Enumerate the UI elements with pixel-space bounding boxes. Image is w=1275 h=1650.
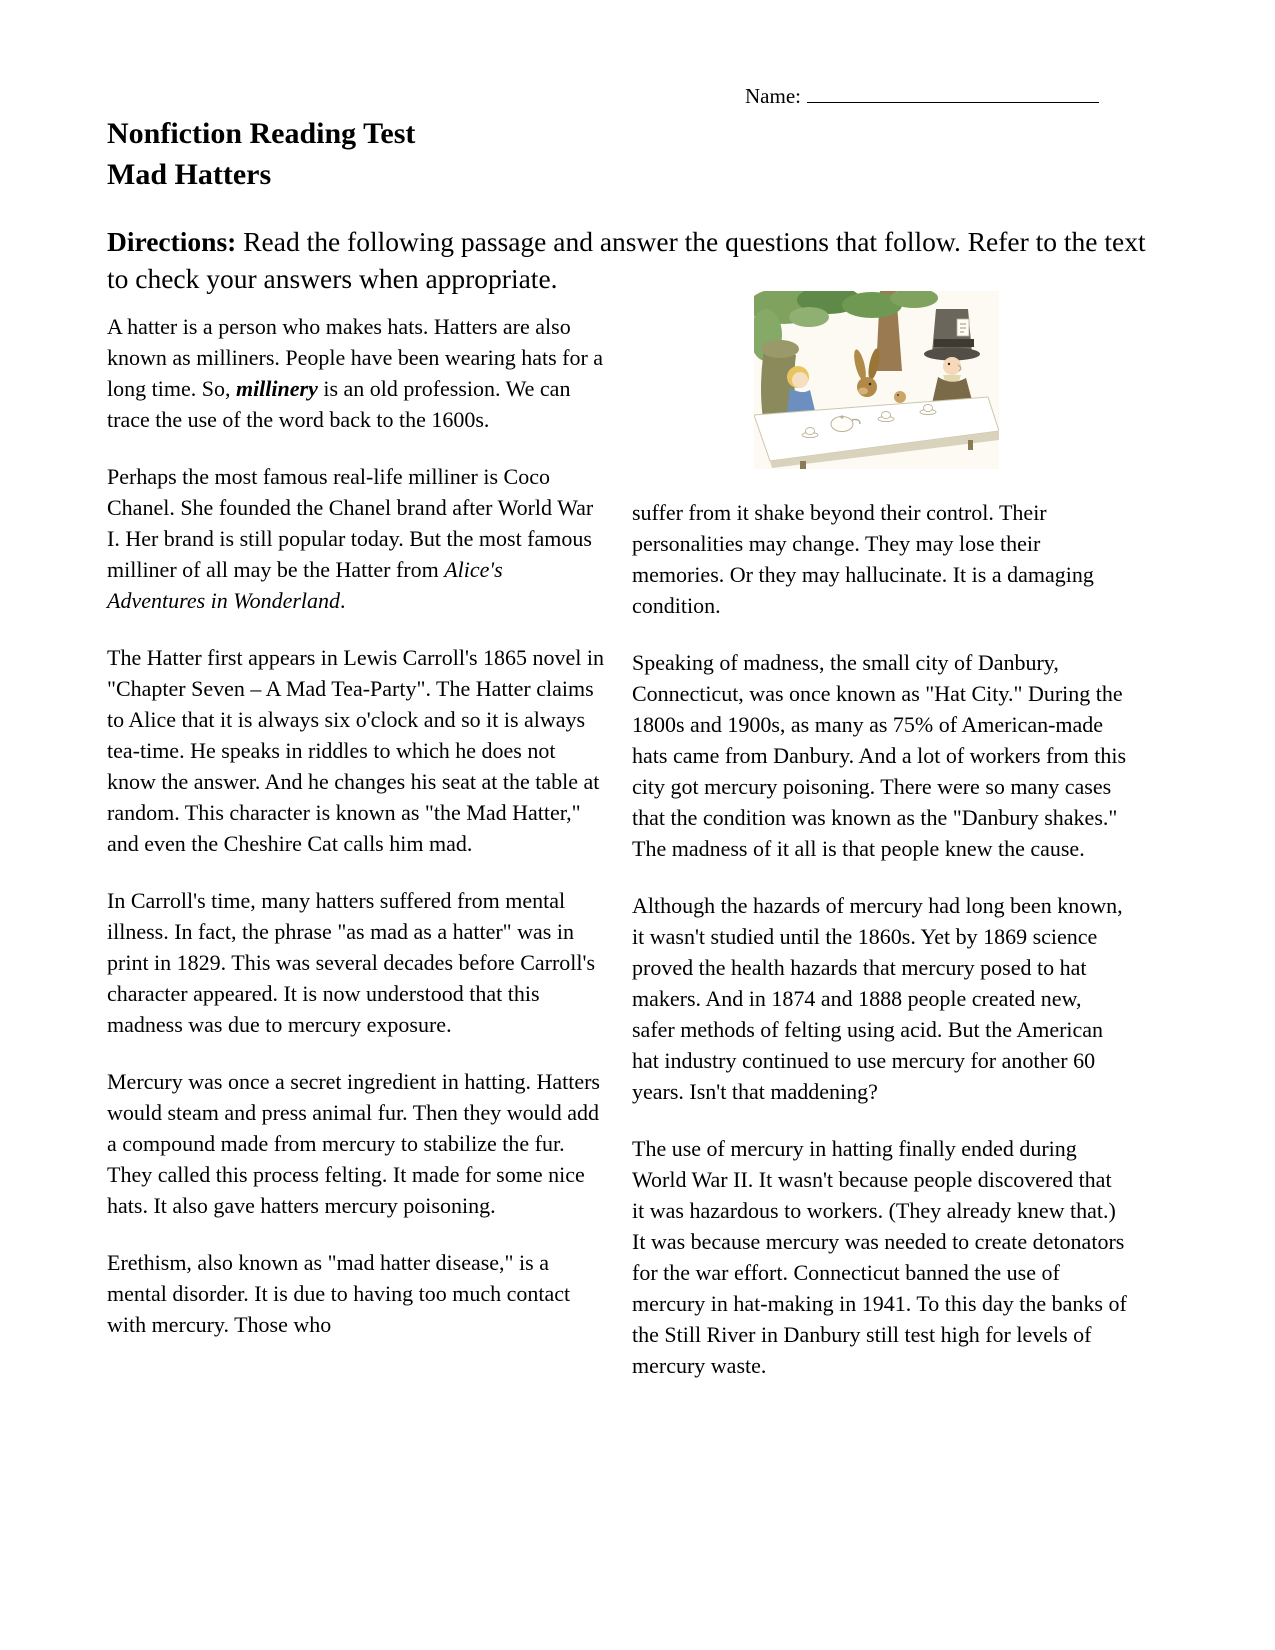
text-segment: suffer from it shake beyond their control. Their personalities may change. They may lose their memories. Or they may hallucinate. It is a damaging condition. bbox=[632, 500, 1094, 618]
directions-text: Read the following passage and answer the questions that follow. Refer to the text to check your answers when appropriate. bbox=[107, 226, 1146, 294]
name-blank-line bbox=[807, 88, 1099, 103]
text-segment: Mercury was once a secret ingredient in hatting. Hatters would steam and press animal fur. Then they would add a compound made from mercury to stabilize the fur. They called this process felting. It made for some nice hats. It also gave hatters mercury poisoning. bbox=[107, 1069, 600, 1218]
name-row bbox=[745, 84, 1099, 109]
title-line-1: Nonfiction Reading Test bbox=[107, 117, 416, 150]
text-segment: The Hatter first appears in Lewis Carroll's 1865 novel in "Chapter Seven – A Mad Tea-Party". The Hatter claims to Alice that it is always six o'clock and so it is always tea-time. He speaks in riddles to which he does not know the answer. And he changes his seat at the table at random. This character is known as "the Mad Hatter," and even the Cheshire Cat calls him mad. bbox=[107, 645, 604, 856]
paragraph bbox=[632, 1133, 1129, 1381]
paragraph bbox=[107, 885, 604, 1040]
tea-party-scene bbox=[754, 291, 999, 469]
right-column bbox=[632, 311, 1129, 1407]
paragraph bbox=[107, 1247, 604, 1340]
text-segment: Although the hazards of mercury had long been known, it wasn't studied until the 1860s. Yet by 1869 science proved the health hazards that mercury posed to hat makers. And in 1874 and 1888 people created new, safer methods of felting using acid. But the American hat industry continued to use mercury for another 60 years. Isn't that maddening? bbox=[632, 893, 1123, 1104]
text-segment: millinery bbox=[235, 376, 318, 401]
paragraph bbox=[107, 1066, 604, 1221]
page-title bbox=[107, 113, 1168, 195]
directions-label: Directions: bbox=[107, 226, 237, 257]
directions bbox=[107, 223, 1172, 297]
text-segment: Alice's Adventures in Wonderland bbox=[107, 557, 503, 613]
dormouse-figure bbox=[894, 391, 906, 403]
text-segment: is an old profession. We can trace the use of the word back to the 1600s. bbox=[107, 376, 571, 432]
text-segment: A hatter is a person who makes hats. Hatters are also known as milliners. People have been wearing hats for a long time. So, bbox=[107, 314, 604, 401]
left-column bbox=[107, 311, 604, 1407]
paragraph bbox=[632, 890, 1129, 1107]
title-line-2: Mad Hatters bbox=[107, 158, 272, 191]
body-columns bbox=[107, 311, 1129, 1407]
right-column-text bbox=[632, 497, 1129, 1381]
text-segment: Perhaps the most famous real-life milliner is Coco Chanel. She founded the Chanel brand after World War I. Her brand is still popular today. But the most famous milliner of all may be the Hatter from bbox=[107, 464, 594, 582]
name-label: Name: bbox=[745, 84, 801, 108]
text-segment: Speaking of madness, the small city of Danbury, Connecticut, was once known as "Hat City." During the 1800s and 1900s, as many as 75% of American-made hats came from Danbury. And a lot of workers from this city got mercury poisoning. There were so many cases that the condition was known as the "Danbury shakes." The madness of it all is that people knew the cause. bbox=[632, 650, 1127, 861]
paragraph bbox=[107, 642, 604, 859]
paragraph bbox=[107, 311, 604, 435]
paragraph bbox=[632, 647, 1129, 864]
tea-party-illustration bbox=[754, 291, 999, 469]
paragraph bbox=[632, 497, 1129, 621]
text-segment: Erethism, also known as "mad hatter disease," is a mental disorder. It is due to having too much contact with mercury. Those who bbox=[107, 1250, 571, 1337]
text-segment: The use of mercury in hatting finally ended during World War II. It wasn't because people discovered that it was hazardous to workers. (They already knew that.) It was because mercury was needed to create detonators for the war effort. Connecticut banned the use of mercury in hat-making in 1941. To this day the banks of the Still River in Danbury still test high for levels of mercury waste. bbox=[632, 1136, 1127, 1378]
paragraph bbox=[107, 461, 604, 616]
text-segment: In Carroll's time, many hatters suffered from mental illness. In fact, the phrase "as mad as a hatter" was in print in 1829. This was several decades before Carroll's character appeared. It is now understood that this madness was due to mercury exposure. bbox=[107, 888, 596, 1037]
text-segment: . bbox=[340, 588, 346, 613]
